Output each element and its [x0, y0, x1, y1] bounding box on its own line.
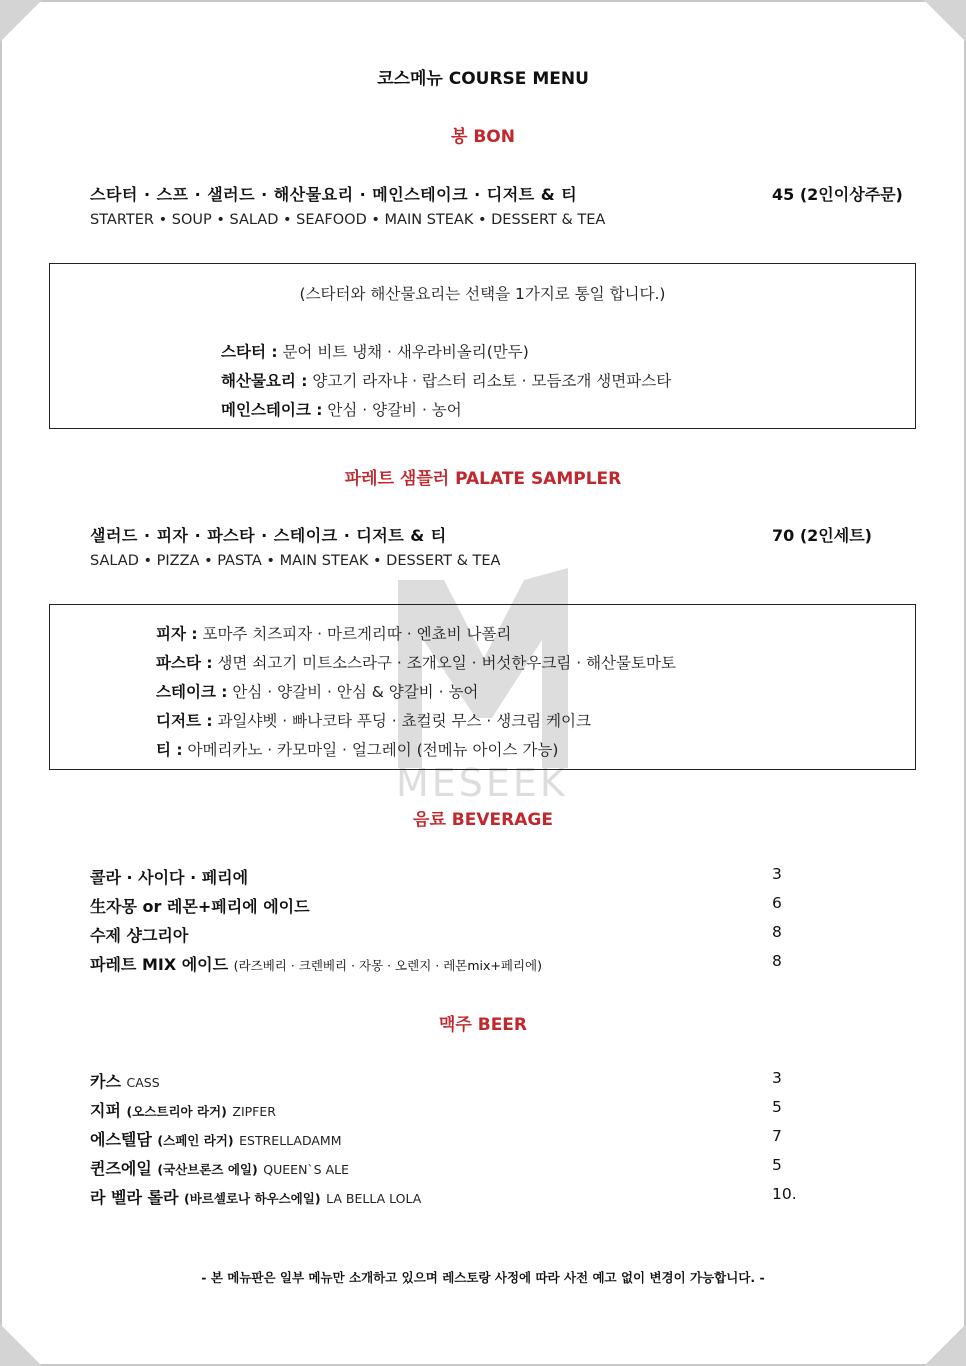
beverage-item: 生자몽 or 레몬+페리에 에이드: [90, 897, 310, 916]
beverage-price: 6: [772, 894, 782, 912]
beverage-price: 3: [772, 865, 782, 883]
palate-line-pizza: 피자 : 포마주 치즈피자 · 마르게리따 · 엔쵸비 나폴리: [156, 625, 512, 643]
bon-detail-box: [49, 263, 916, 429]
beer-price: 5: [772, 1098, 782, 1116]
course-palate-ko: 샐러드 · 피자 · 파스타 · 스테이크 · 디저트 & 티: [90, 526, 447, 545]
section-title-beverage: 음료 BEVERAGE: [413, 810, 553, 830]
section-title-bon: 봉 BON: [451, 127, 515, 147]
palate-line-steak: 스테이크 : 안심 · 양갈비 · 안심 & 양갈비 · 농어: [156, 683, 479, 701]
beverage-price: 8: [772, 952, 782, 970]
svg-text:MESEEK: MESEEK: [396, 761, 568, 800]
beer-price: 10.: [772, 1185, 797, 1203]
beer-price: 7: [772, 1127, 782, 1145]
beverage-item: 수제 샹그리아: [90, 926, 189, 945]
beer-item: 지퍼 (오스트리아 라거) ZIPFER: [90, 1101, 276, 1120]
section-title-beer: 맥주 BEER: [438, 1015, 528, 1035]
bon-line-main-steak: 메인스테이크 : 안심 · 양갈비 · 농어: [221, 401, 462, 419]
beer-item: 라 벨라 롤라 (바르셀로나 하우스에일) LA BELLA LOLA: [90, 1188, 422, 1207]
beer-price: 3: [772, 1069, 782, 1087]
bon-note: (스타터와 해산물요리는 선택을 1가지로 통일 합니다.): [299, 285, 666, 303]
beer-item: 퀸즈에일 (국산브론즈 에일) QUEEN`S ALE: [90, 1159, 350, 1178]
beverage-item: 콜라 · 사이다 · 페리에: [90, 868, 249, 887]
palate-line-pasta: 파스타 : 생면 쇠고기 미트소스라구 · 조개오일 · 버섯한우크림 · 해산물토마토: [156, 654, 676, 672]
palate-line-dessert: 디저트 : 과일샤벳 · 빠나코타 푸딩 · 쵸컬릿 무스 · 생크림 케이크: [156, 712, 592, 730]
corner-decoration: [0, 0, 42, 42]
course-palate-price: 70 (2인세트): [772, 526, 872, 545]
beverage-item: 파레트 MIX 에이드 (라즈베리 · 크렌베리 · 자몽 · 오렌지 · 레몬mix+페리에): [90, 955, 542, 974]
page-title: 코스메뉴 COURSE MENU: [377, 69, 589, 89]
corner-decoration: [0, 1324, 42, 1366]
bon-line-seafood: 해산물요리 : 양고기 라자냐 · 랍스터 리소토 · 모듬조개 생면파스타: [221, 372, 672, 390]
course-bon-ko: 스타터 · 스프 · 샐러드 · 해산물요리 · 메인스테이크 · 디저트 & 티: [90, 185, 578, 204]
course-bon-en: STARTER • SOUP • SALAD • SEAFOOD • MAIN STEAK • DESSERT & TEA: [90, 212, 606, 228]
corner-decoration: [924, 0, 966, 42]
beverage-item-note: (라즈베리 · 크렌베리 · 자몽 · 오렌지 · 레몬mix+페리에): [233, 958, 542, 973]
palate-detail-box: [49, 604, 916, 770]
beer-item: 에스텔담 (스페인 라거) ESTRELLADAMM: [90, 1130, 342, 1149]
section-title-palate: 파레트 샘플러 PALATE SAMPLER: [344, 469, 622, 489]
course-bon-price: 45 (2인이상주문): [772, 185, 903, 204]
footer-notice: - 본 메뉴판은 일부 메뉴만 소개하고 있으며 레스토랑 사정에 따라 사전 예고 없이 변경이 가능합니다. -: [201, 1270, 765, 1285]
palate-line-tea: 티 : 아메리카노 · 카모마일 · 얼그레이 (전메뉴 아이스 가능): [156, 741, 559, 759]
bon-line-starter: 스타터 : 문어 비트 냉채 · 새우라비올리(만두): [221, 343, 529, 361]
beverage-price: 8: [772, 923, 782, 941]
beer-price: 5: [772, 1156, 782, 1174]
beer-item: 카스 CASS: [90, 1072, 160, 1091]
course-palate-en: SALAD • PIZZA • PASTA • MAIN STEAK • DESSERT & TEA: [90, 553, 501, 569]
corner-decoration: [924, 1324, 966, 1366]
